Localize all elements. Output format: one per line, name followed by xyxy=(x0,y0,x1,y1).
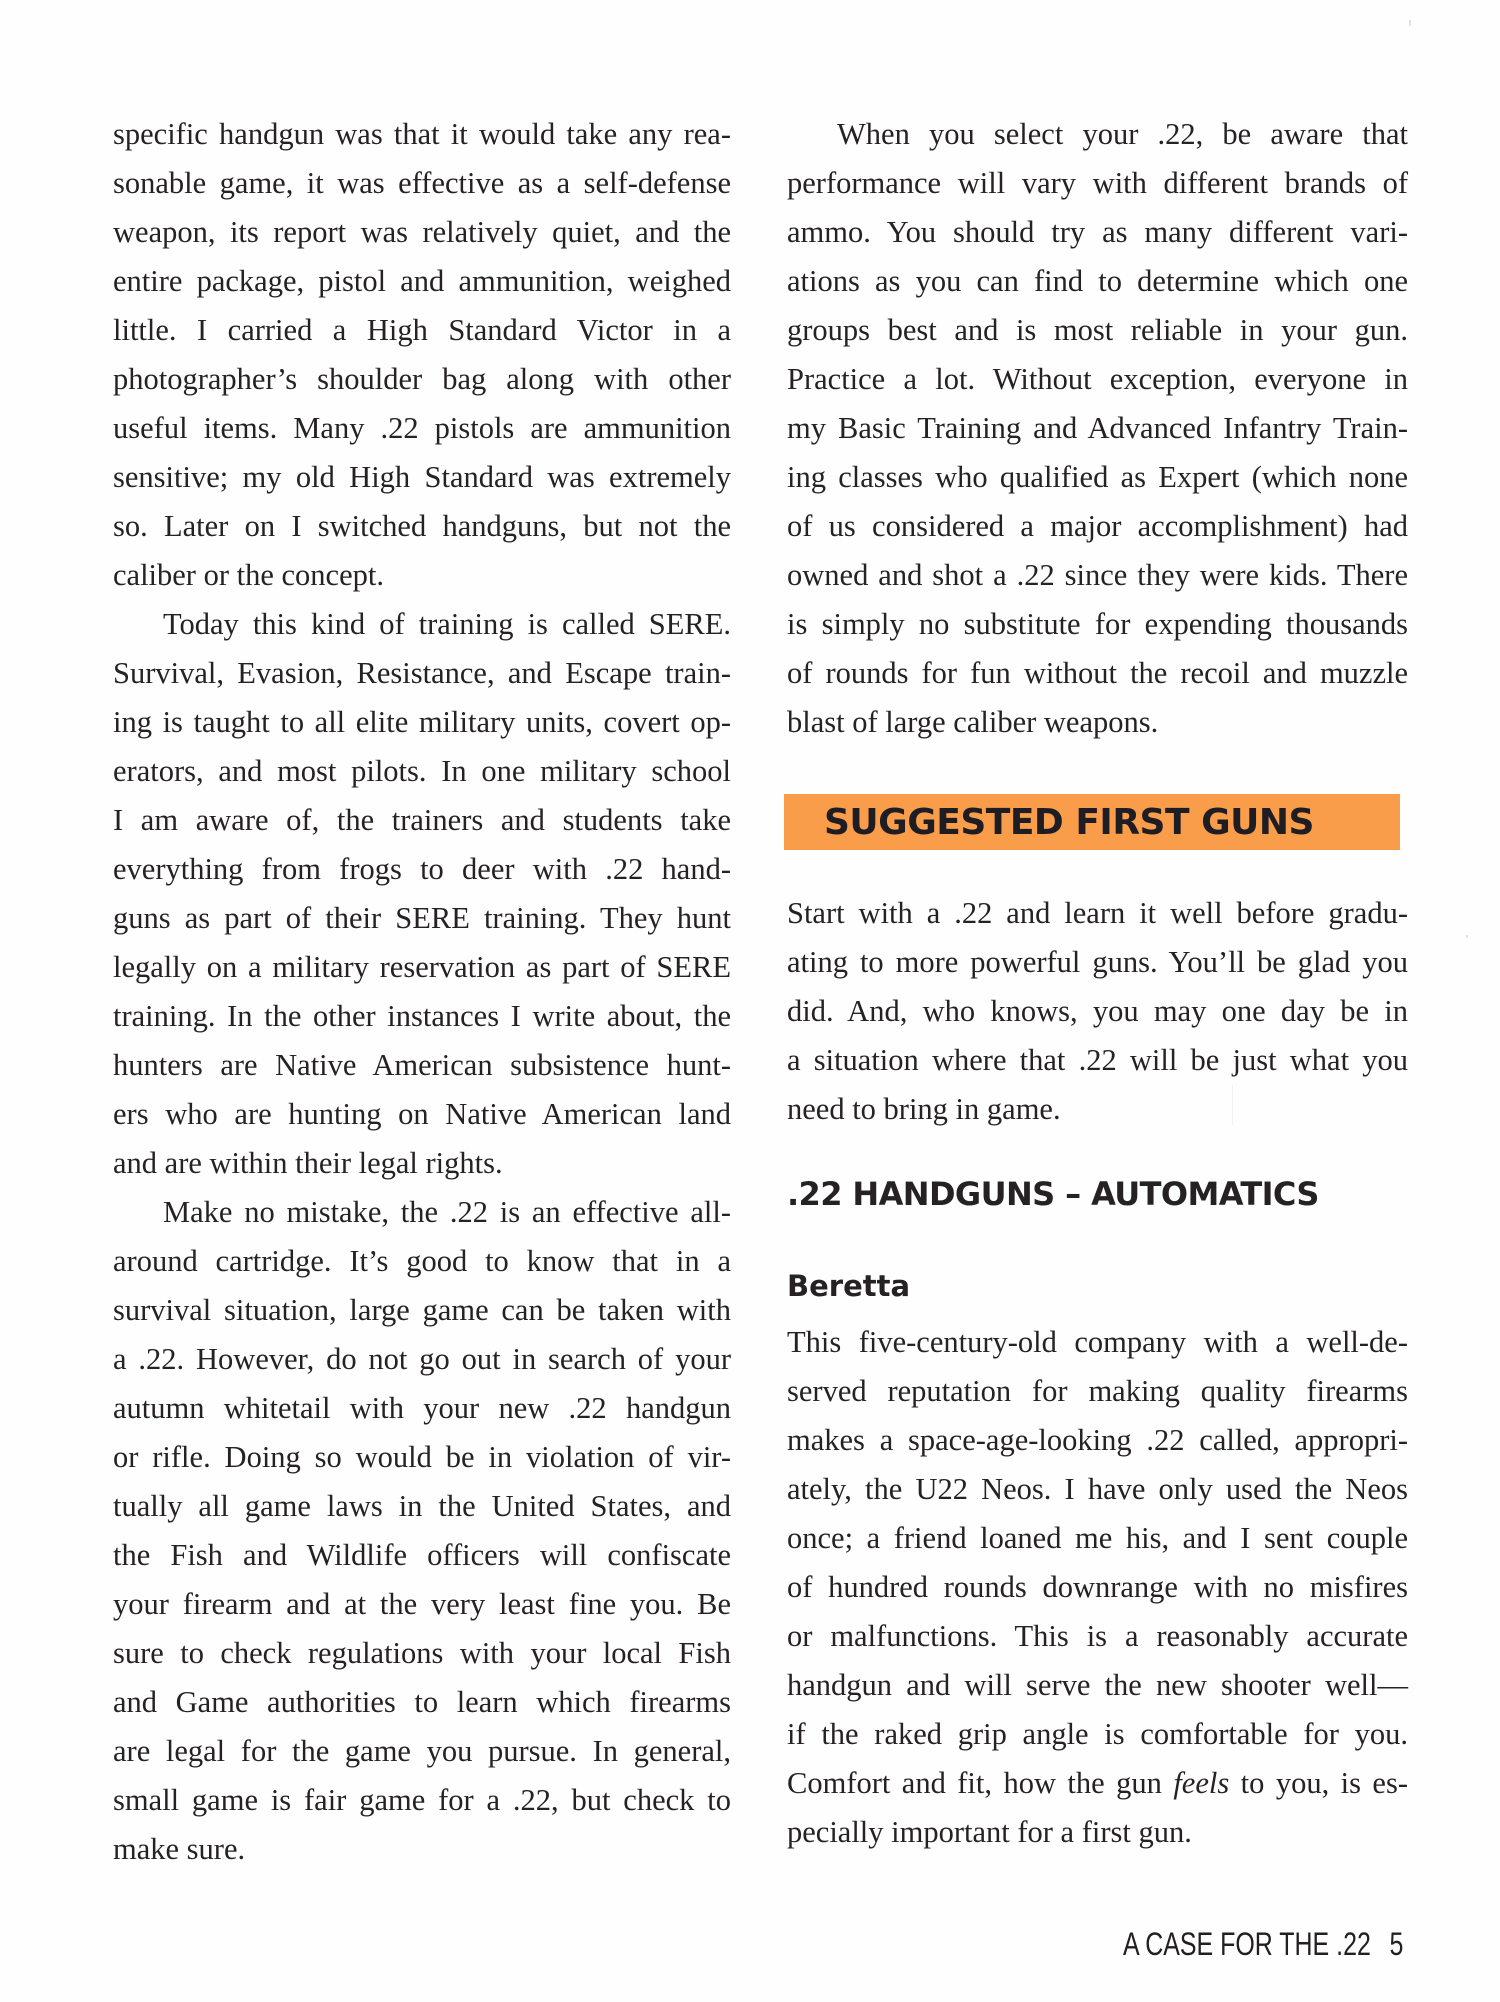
text-line: Today this kind of training is called SERE. xyxy=(163,607,731,641)
text-line: guns as part of their SERE training. They hunt xyxy=(113,901,731,935)
text-line: autumn whitetail with your new .22 handgun xyxy=(113,1391,731,1425)
text-line: makes a space-age-looking .22 called, appropri- xyxy=(787,1423,1408,1457)
text-line: need to bring in game. xyxy=(787,1092,1061,1126)
text-line: or rifle. Doing so would be in violation of vir- xyxy=(113,1440,731,1474)
text-line: useful items. Many .22 pistols are ammunition xyxy=(113,411,731,445)
text-line: photographer’s shoulder bag along with other xyxy=(113,362,731,396)
scan-speck xyxy=(1232,1085,1233,1125)
scan-speck xyxy=(1409,20,1411,26)
text-line: weapon, its report was relatively quiet, and the xyxy=(113,215,731,249)
text-line: if the raked grip angle is comfortable for you. xyxy=(787,1717,1408,1751)
text-line: blast of large caliber weapons. xyxy=(787,705,1159,739)
text-line: or malfunctions. This is a reasonably accurate xyxy=(787,1619,1408,1653)
text-line: ating to more powerful guns. You’ll be glad you xyxy=(787,945,1408,979)
text-line: served reputation for making quality firearms xyxy=(787,1374,1408,1408)
text-line: little. I carried a High Standard Victor in a xyxy=(113,313,731,347)
text-line: Practice a lot. Without exception, everyone in xyxy=(787,362,1408,396)
text-line: so. Later on I switched handguns, but not the xyxy=(113,509,731,543)
text-line: caliber or the concept. xyxy=(113,558,384,592)
text-line: specific handgun was that it would take any rea- xyxy=(113,117,731,151)
text-line: ately, the U22 Neos. I have only used the Neos xyxy=(787,1472,1408,1506)
text-line: around cartridge. It’s good to know that in a xyxy=(113,1244,731,1278)
text-line: Survival, Evasion, Resistance, and Escape train- xyxy=(113,656,731,690)
text-line: are legal for the game you pursue. In general, xyxy=(113,1734,731,1768)
text-line: everything from frogs to deer with .22 hand- xyxy=(113,852,731,886)
text-line: a situation where that .22 will be just what you xyxy=(787,1043,1408,1077)
page-number: 5 xyxy=(1389,1926,1404,1962)
text-line: small game is fair game for a .22, but check to xyxy=(113,1783,731,1817)
text-line: groups best and is most reliable in your gun. xyxy=(787,313,1408,347)
text-line: legally on a military reservation as part of SERE xyxy=(113,950,731,984)
text-line: performance will vary with different brands of xyxy=(787,166,1408,200)
text-span: Comfort and fit, how the gun xyxy=(787,1766,1174,1800)
emphasis-text: feels xyxy=(1173,1766,1230,1800)
text-line: my Basic Training and Advanced Infantry Train- xyxy=(787,411,1408,445)
brand-heading-beretta: Beretta xyxy=(787,1269,911,1303)
text-line: entire package, pistol and ammunition, weighed xyxy=(113,264,731,298)
text-line: tually all game laws in the United States, and xyxy=(113,1489,731,1523)
text-span: to you, is es- xyxy=(1229,1766,1408,1800)
scan-speck xyxy=(1466,935,1468,938)
text-line: hunters are Native American subsistence hunt- xyxy=(113,1048,731,1082)
text-line: once; a friend loaned me his, and I sent couple xyxy=(787,1521,1408,1555)
text-line: of us considered a major accomplishment) had xyxy=(787,509,1408,543)
text-line: and are within their legal rights. xyxy=(113,1146,503,1180)
text-line: erators, and most pilots. In one military school xyxy=(113,754,731,788)
text-line: Start with a .22 and learn it well before gradu- xyxy=(787,896,1408,930)
text-line: your firearm and at the very least fine you. Be xyxy=(113,1587,731,1621)
text-line: sensitive; my old High Standard was extremely xyxy=(113,460,731,494)
text-line: ammo. You should try as many different vari- xyxy=(787,215,1408,249)
subheading-automatics: .22 HANDGUNS – AUTOMATICS xyxy=(787,1175,1319,1213)
text-line: sonable game, it was effective as a self-defense xyxy=(113,166,731,200)
text-line: ers who are hunting on Native American land xyxy=(113,1097,731,1131)
text-line: ing classes who qualified as Expert (which none xyxy=(787,460,1408,494)
text-line: and Game authorities to learn which firearms xyxy=(113,1685,731,1719)
text-line: pecially important for a first gun. xyxy=(787,1815,1192,1849)
text-line: When you select your .22, be aware that xyxy=(837,117,1408,151)
text-line: training. In the other instances I write about, the xyxy=(113,999,731,1033)
text-line: owned and shot a .22 since they were kids. There xyxy=(787,558,1408,592)
text-line: the Fish and Wildlife officers will confiscate xyxy=(113,1538,731,1572)
text-line: make sure. xyxy=(113,1832,246,1866)
text-line: Make no mistake, the .22 is an effective all- xyxy=(163,1195,731,1229)
text-line: did. And, who knows, you may one day be in xyxy=(787,994,1408,1028)
text-line: This five-century-old company with a well-de- xyxy=(787,1325,1408,1359)
text-line: of rounds for fun without the recoil and muzzle xyxy=(787,656,1408,690)
text-line: ing is taught to all elite military units, covert op- xyxy=(113,705,731,739)
text-line: handgun and will serve the new shooter well— xyxy=(787,1668,1408,1702)
text-line: I am aware of, the trainers and students take xyxy=(113,803,731,837)
text-line: sure to check regulations with your local Fish xyxy=(113,1636,731,1670)
text-line xyxy=(787,1759,1408,1808)
running-title: A CASE FOR THE .22 xyxy=(1123,1926,1371,1962)
text-line: of hundred rounds downrange with no misfires xyxy=(787,1570,1408,1604)
text-line: a .22. However, do not go out in search of your xyxy=(113,1342,731,1376)
section-heading-title: SUGGESTED FIRST GUNS xyxy=(824,802,1314,843)
section-heading-banner xyxy=(784,794,1400,850)
text-line: survival situation, large game can be taken with xyxy=(113,1293,731,1327)
page-footer xyxy=(1123,1924,1403,1964)
text-line: is simply no substitute for expending thousands xyxy=(787,607,1408,641)
text-line: ations as you can find to determine which one xyxy=(787,264,1408,298)
